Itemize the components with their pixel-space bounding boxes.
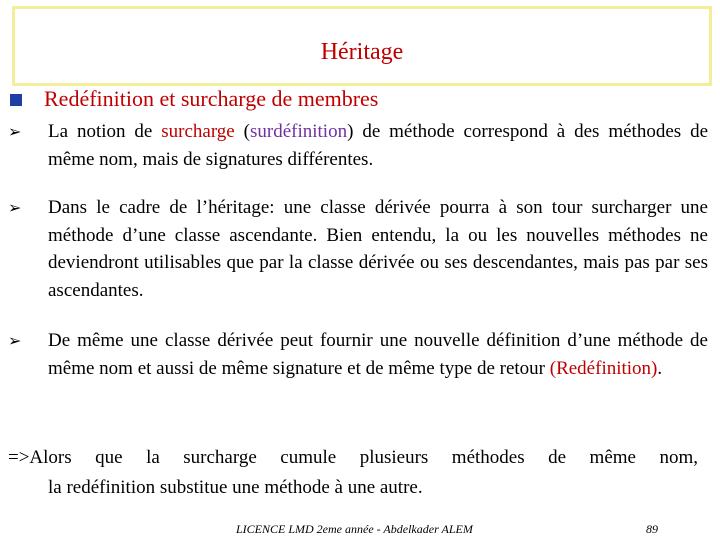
title-box (12, 6, 712, 86)
bullet-1-text-b: ( (234, 121, 250, 142)
conclusion (8, 443, 698, 503)
conclusion-line-2: la redéfinition substitue une méthode à une autre. (48, 477, 423, 498)
bullet-3-text-a: De même une classe dérivée peut fournir une nouvelle définition d’une méthode de même nom et aussi de même signature et de même type de retour (48, 330, 708, 379)
arrow-bullet-icon: ➢ (8, 198, 22, 217)
footer: LICENCE LMD 2eme année - Abdelkader ALEM (236, 522, 473, 536)
arrow-bullet-icon: ➢ (8, 331, 22, 350)
bullet-1-text-a: La notion de (48, 121, 162, 142)
bullet-1 (8, 118, 708, 173)
bullet-3-text-b: . (657, 357, 663, 379)
bullet-2-text: Dans le cadre de l’héritage: une classe dérivée pourra à son tour surcharger une méthode d’une classe ascendante. Bien entendu, la ou les nouvelles méthodes ne deviendront utilisables que par la classe dérivée ou ses descendantes, mais pas par ses ascendantes. (48, 197, 708, 301)
term-redefinition: (Redéfinition) (549, 357, 658, 379)
bullet-3 (8, 327, 708, 382)
bullet-2 (8, 194, 708, 304)
arrow-bullet-icon: ➢ (8, 122, 22, 141)
section-heading (10, 86, 378, 112)
term-surcharge: surcharge (161, 121, 235, 142)
bullet-1-text-c: ) de méthode correspond à des méthodes de même nom, mais de signatures différentes. (48, 121, 708, 170)
page-number: 89 (646, 522, 658, 536)
term-surdefinition: surdéfinition (249, 121, 348, 142)
square-bullet-icon (10, 94, 22, 106)
section-heading-text: Redéfinition et surcharge de membres (44, 86, 379, 111)
slide-title: Héritage (320, 39, 404, 65)
conclusion-line-1: =>Alors que la surcharge cumule plusieurs méthodes de même nom, (8, 447, 698, 468)
